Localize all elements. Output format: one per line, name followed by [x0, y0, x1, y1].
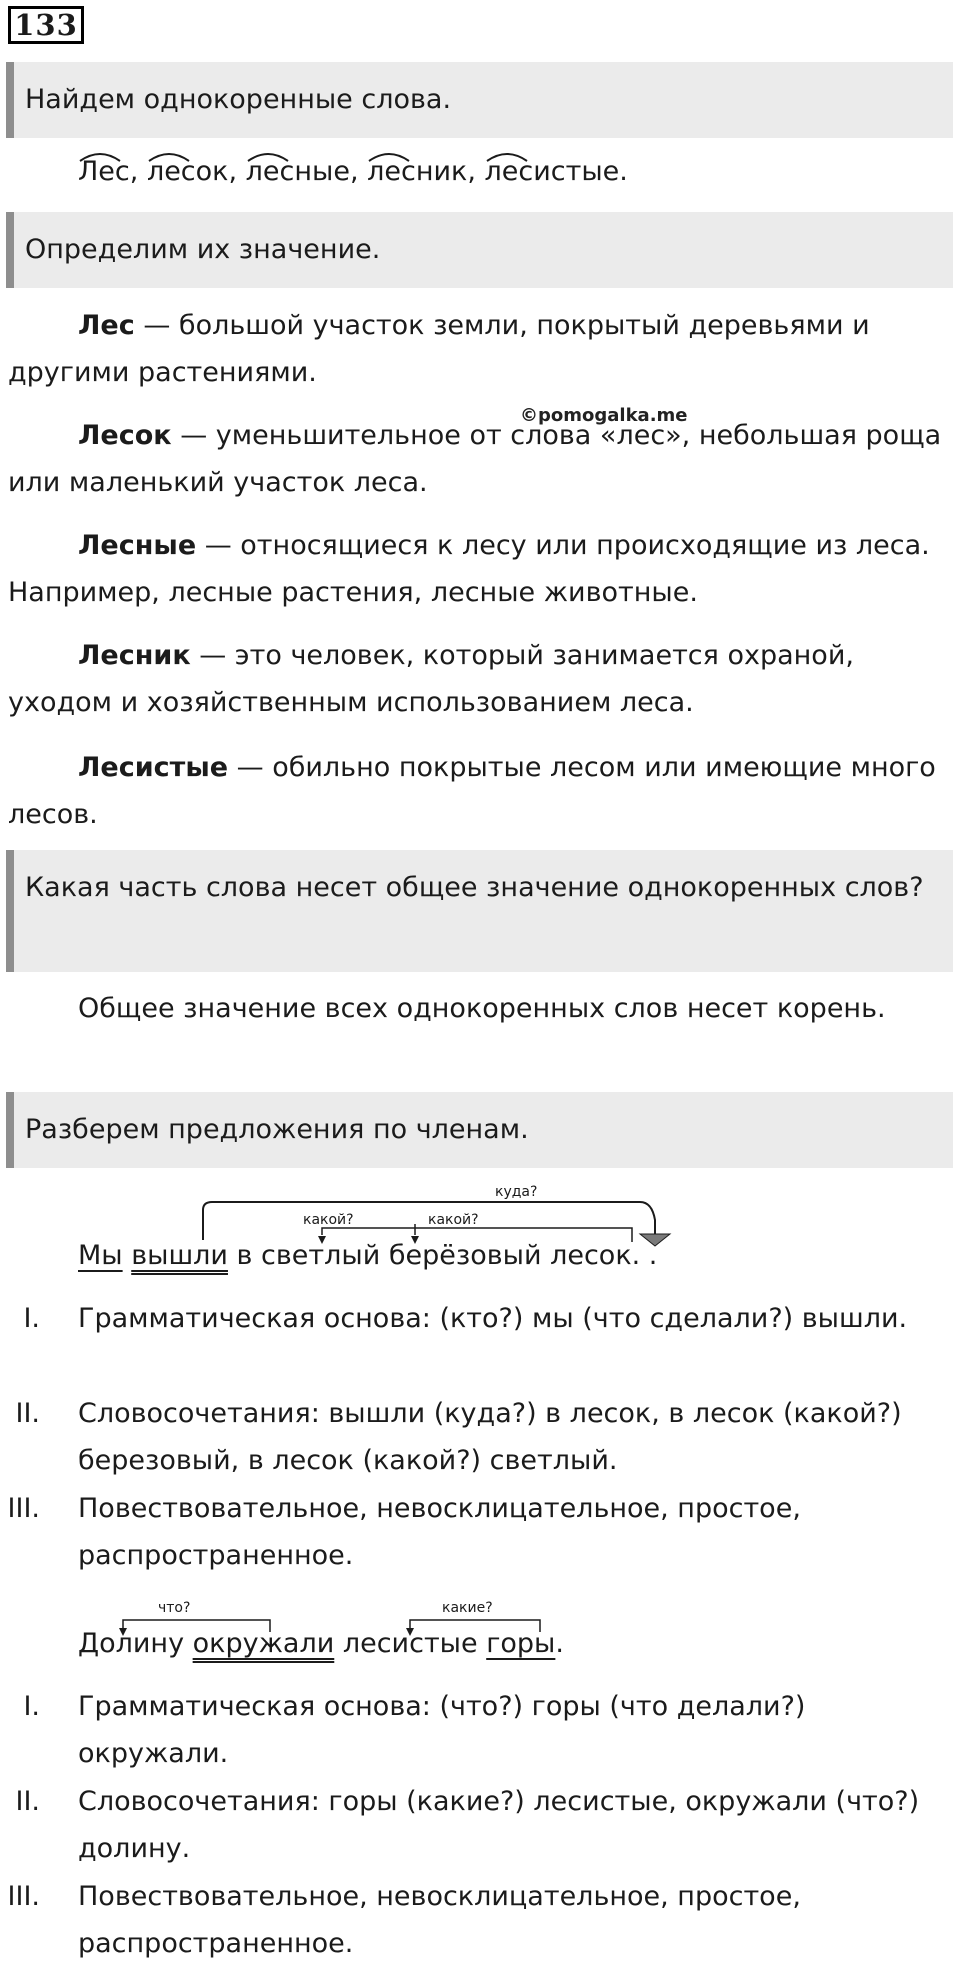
word-lesistye: лесистые [485, 148, 620, 195]
word-lesok: лесок [147, 148, 229, 195]
word-lesnye: лесные [246, 148, 350, 195]
sentence-rest: в светлый берёзовый лесок. . [227, 1240, 658, 1271]
definition-les [8, 302, 953, 396]
watermark: ©pomogalka.me [520, 405, 688, 426]
list-num: II. [15, 1398, 40, 1429]
definition-text: — уменьшительное от слова «лес», небольшая роща или маленький участок леса. [8, 420, 942, 498]
list-num: I. [23, 1691, 40, 1722]
cognate-words-line: Лес, лесок, лесные, лесник, лесистые. [78, 148, 628, 195]
root-arc-icon [367, 150, 411, 162]
subject-word: Мы [78, 1240, 123, 1271]
root-arc-icon [246, 150, 290, 162]
sentence-1 [78, 1232, 657, 1279]
definition-text: — относящиеся к лесу или происходящие из леса. Например, лесные растения, лесные животные. [8, 530, 930, 608]
definition-term: Лесные [78, 530, 197, 561]
definition-term: Лесник [78, 640, 191, 671]
predicate-word: окружали [192, 1628, 335, 1659]
definition-lesok [8, 412, 953, 506]
list-num: III. [7, 1881, 40, 1912]
definition-lesnik [8, 632, 953, 726]
section-header-parse: Разберем предложения по членам. [6, 1092, 953, 1168]
root-arc-icon [78, 150, 122, 162]
answer-paragraph [8, 985, 953, 1032]
question-label: куда? [495, 1184, 538, 1200]
section-header-define: Определим их значение. [6, 212, 953, 288]
root-arc-icon [147, 150, 191, 162]
question-label: что? [158, 1600, 191, 1616]
sentence-2 [78, 1620, 564, 1667]
list-num: II. [15, 1786, 40, 1817]
section-header-find: Найдем однокоренные слова. [6, 62, 953, 138]
question-label: какие? [442, 1600, 493, 1616]
sentence-word: Долину [78, 1628, 193, 1659]
task-number: 133 [8, 6, 84, 44]
section-header-question: Какая часть слова несет общее значение однокоренных слов? [6, 850, 953, 972]
definition-lesnye [8, 522, 953, 616]
word-les: Лес [78, 148, 130, 195]
definition-text: — обильно покрытые лесом или имеющие много лесов. [8, 752, 936, 830]
definition-term: Лесок [78, 420, 172, 451]
subject-word: горы [486, 1628, 556, 1659]
list-item: Словосочетания: вышли (куда?) в лесок, в лесок (какой?) березовый, в лесок (какой?) светлый. [78, 1398, 902, 1476]
root-arc-icon [485, 150, 529, 162]
definition-text: — это человек, который занимается охраной, уходом и хозяйственным использованием леса. [8, 640, 854, 718]
list-item: Грамматическая основа: (что?) горы (что делали?) окружали. [78, 1691, 806, 1769]
definition-text: — большой участок земли, покрытый деревьями и другими растениями. [8, 310, 870, 388]
answer-text: Общее значение всех однокоренных слов несет корень. [78, 993, 886, 1024]
definition-term: Лес [78, 310, 135, 341]
list-item: Грамматическая основа: (кто?) мы (что сделали?) вышли. [78, 1303, 908, 1334]
word-lesnik: лесник [367, 148, 467, 195]
list-num: I. [23, 1303, 40, 1334]
definition-term: Лесистые [78, 752, 229, 783]
list-item: Повествовательное, невосклицательное, простое, распространенное. [78, 1493, 801, 1571]
list-num: III. [7, 1493, 40, 1524]
question-label: какой? [428, 1212, 479, 1228]
list-item: Повествовательное, невосклицательное, простое, распространенное. [78, 1881, 801, 1959]
sentence-word: лесистые [334, 1628, 487, 1659]
sentence-end: . [555, 1628, 564, 1659]
question-label: какой? [303, 1212, 354, 1228]
definition-lesistye [8, 744, 953, 838]
list-item: Словосочетания: горы (какие?) лесистые, окружали (что?) долину. [78, 1786, 920, 1864]
predicate-word: вышли [131, 1240, 228, 1271]
